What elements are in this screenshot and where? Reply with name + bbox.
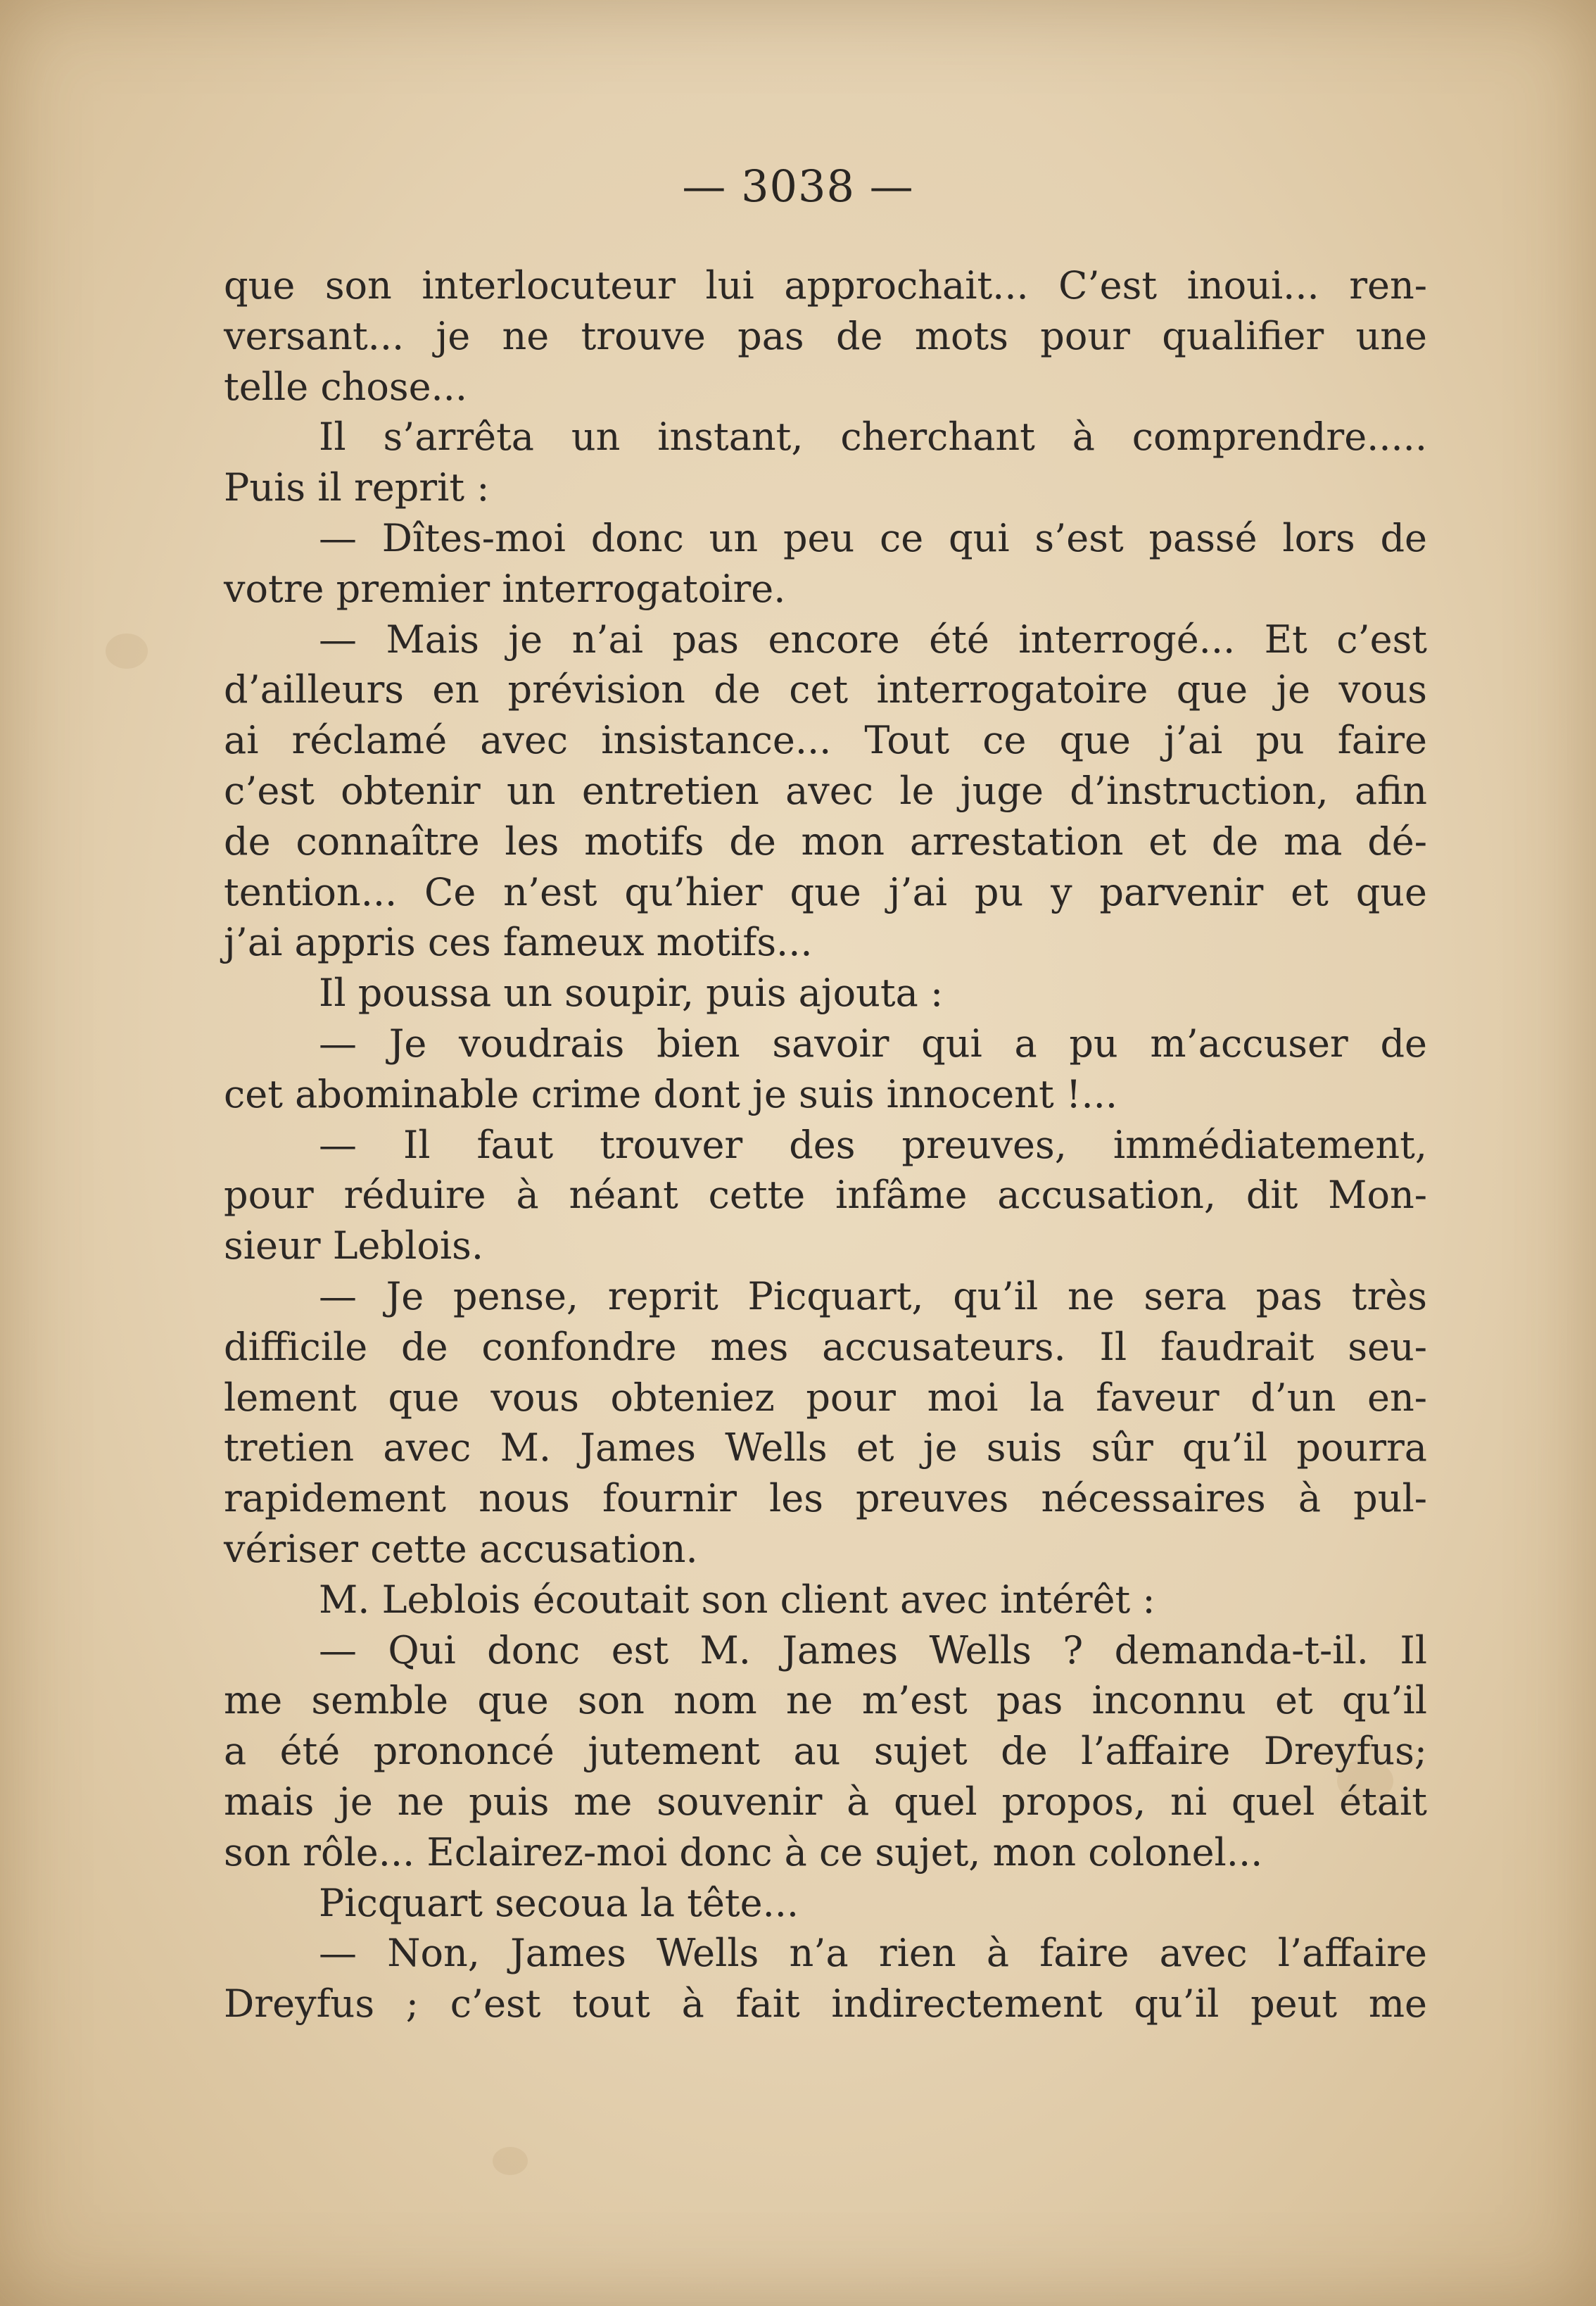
text-line: cet abominable crime dont je suis innocent !... [224,1071,1118,1116]
text-line: — Il faut trouver des preuves, immédiatement, [319,1122,1427,1167]
text-line: — Mais je n’ai pas encore été interrogé... Et c’est [319,617,1427,662]
text-line: M. Leblois écoutait son client avec intérêt : [319,1577,1155,1622]
text-line: — Dîtes-moi donc un peu ce qui s’est passé lors de [319,515,1427,560]
text-line: que son interlocuteur lui approchait... C’est inoui... ren- [224,263,1427,308]
text-line: ai réclamé avec insistance... Tout ce que j’ai pu faire [224,718,1427,763]
text-line: telle chose... [224,364,468,409]
text-line: de connaître les motifs de mon arrestation et de ma dé- [224,819,1427,864]
text-line: a été prononcé jutement au sujet de l’affaire Dreyfus; [224,1729,1427,1774]
text-line: sieur Leblois. [224,1223,484,1268]
text-line: son rôle... Eclairez-moi donc à ce sujet, mon colonel... [224,1829,1263,1875]
text-line: — Qui donc est M. James Wells ? demanda-t-il. Il [319,1627,1427,1672]
text-line: Picquart secoua la tête... [319,1880,799,1925]
text-line: Il s’arrêta un instant, cherchant à comprendre..... [319,415,1427,460]
text-line: vériser cette accusation. [224,1526,698,1571]
page-number: — 3038 — [682,160,914,212]
text-line: j’ai appris ces fameux motifs... [224,920,813,965]
text-line: — Je pense, reprit Picquart, qu’il ne sera pas très [319,1273,1427,1318]
text-line: tretien avec M. James Wells et je suis sûr qu’il pourra [224,1425,1427,1470]
text-line: rapidement nous fournir les preuves nécessaires à pul- [224,1476,1427,1521]
text-line: votre premier interrogatoire. [224,566,786,611]
text-line: c’est obtenir un entretien avec le juge d’instruction, afin [224,768,1427,813]
text-line: Puis il reprit : [224,465,490,510]
text-line: d’ailleurs en prévision de cet interrogatoire que je vous [224,667,1427,712]
text-line: versant... je ne trouve pas de mots pour qualifier une [224,313,1427,358]
text-line: me semble que son nom ne m’est pas inconnu et qu’il [224,1678,1427,1723]
text-line: Dreyfus ; c’est tout à fait indirectement qu’il peut me [224,1981,1427,2027]
text-line: — Non, James Wells n’a rien à faire avec l’affaire [319,1931,1427,1976]
text-line: difficile de confondre mes accusateurs. Il faudrait seu- [224,1324,1427,1369]
text-line: pour réduire à néant cette infâme accusation, dit Mon- [224,1173,1427,1218]
text-line: — Je voudrais bien savoir qui a pu m’accuser de [319,1021,1427,1066]
body-text [224,260,1427,2029]
text-line: Il poussa un soupir, puis ajouta : [319,971,944,1016]
text-line: mais je ne puis me souvenir à quel propos, ni quel était [224,1779,1427,1824]
text-line: lement que vous obteniez pour moi la faveur d’un en- [224,1375,1427,1420]
text-line: tention... Ce n’est qu’hier que j’ai pu y parvenir et que [224,869,1427,914]
paper-stain [493,2147,528,2175]
paper-stain [106,634,148,669]
